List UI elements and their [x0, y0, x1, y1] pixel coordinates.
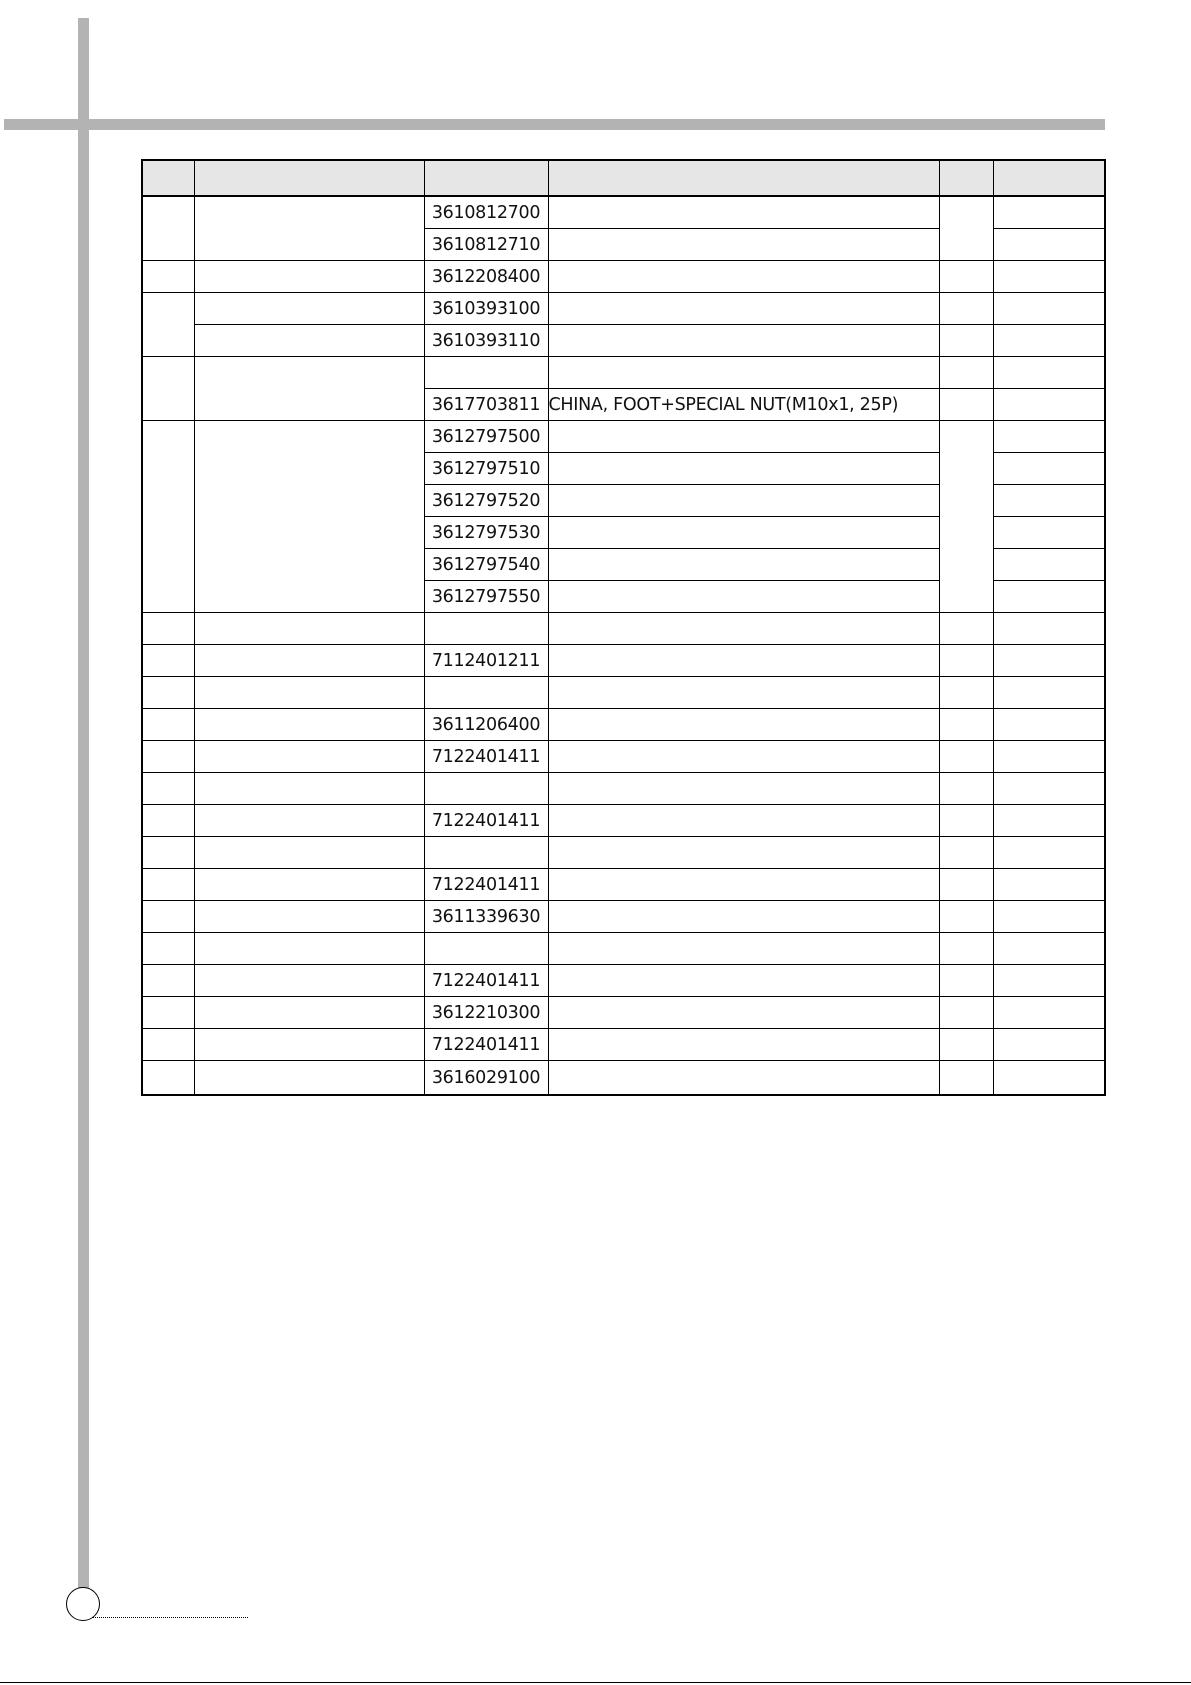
qty-cell [939, 325, 993, 357]
table-row [142, 325, 1105, 357]
description-cell [548, 613, 939, 645]
left-margin-bar [78, 18, 89, 1590]
description-cell [548, 965, 939, 997]
header-cell [939, 160, 993, 196]
part-code-cell: 3611339630 [424, 901, 548, 933]
part-name-cell [194, 837, 424, 869]
table-row [142, 997, 1105, 1029]
no-cell [142, 837, 194, 869]
remark-cell [993, 741, 1105, 773]
qty-cell [939, 613, 993, 645]
part-name-cell [194, 741, 424, 773]
remark-cell [993, 869, 1105, 901]
no-cell [142, 933, 194, 965]
part-code-cell: 3612210300 [424, 997, 548, 1029]
table-row [142, 805, 1105, 837]
remark-cell [993, 677, 1105, 709]
part-name-cell [194, 293, 424, 325]
no-cell [142, 741, 194, 773]
header-rule-bar [4, 119, 1105, 130]
table-row [142, 645, 1105, 677]
no-cell [142, 357, 194, 421]
description-cell [548, 421, 939, 453]
part-code-cell: 3610812700 [424, 196, 548, 229]
table-row [142, 357, 1105, 389]
no-cell [142, 613, 194, 645]
part-name-cell [194, 965, 424, 997]
part-name-cell [194, 773, 424, 805]
table-row [142, 421, 1105, 453]
table-row [142, 677, 1105, 709]
remark-cell [993, 389, 1105, 421]
header-cell [548, 160, 939, 196]
part-name-cell [194, 357, 424, 421]
header-cell [194, 160, 424, 196]
part-name-cell [194, 805, 424, 837]
remark-cell [993, 357, 1105, 389]
qty-cell [939, 933, 993, 965]
part-code-cell: 3612797510 [424, 453, 548, 485]
part-name-cell [194, 645, 424, 677]
page-number-circle [66, 1587, 100, 1621]
description-cell [548, 357, 939, 389]
part-code-cell: 3610393100 [424, 293, 548, 325]
table-row [142, 196, 1105, 229]
qty-cell [939, 965, 993, 997]
description-cell [548, 805, 939, 837]
no-cell [142, 869, 194, 901]
part-code-cell: 3612797540 [424, 549, 548, 581]
remark-cell [993, 933, 1105, 965]
table-row [142, 869, 1105, 901]
table-row [142, 901, 1105, 933]
part-code-cell: 3616029100 [424, 1061, 548, 1096]
qty-cell [939, 293, 993, 325]
description-cell [548, 325, 939, 357]
part-code-cell: 7122401411 [424, 1029, 548, 1061]
part-code-cell: 3617703811 [424, 389, 548, 421]
no-cell [142, 196, 194, 261]
remark-cell [993, 837, 1105, 869]
no-cell [142, 293, 194, 357]
part-code-cell [424, 357, 548, 389]
part-code-cell [424, 773, 548, 805]
part-code-cell: 7122401411 [424, 805, 548, 837]
qty-cell [939, 741, 993, 773]
remark-cell [993, 901, 1105, 933]
table-row [142, 1029, 1105, 1061]
parts-list-table [141, 159, 1106, 1096]
description-cell [548, 261, 939, 293]
part-code-cell: 3611206400 [424, 709, 548, 741]
part-code-cell: 3612797530 [424, 517, 548, 549]
description-cell [548, 196, 939, 229]
part-code-cell: 3610812710 [424, 229, 548, 261]
description-cell [548, 453, 939, 485]
no-cell [142, 997, 194, 1029]
part-code-cell: 3612208400 [424, 261, 548, 293]
description-cell [548, 677, 939, 709]
no-cell [142, 709, 194, 741]
header-cell [142, 160, 194, 196]
description-cell [548, 293, 939, 325]
no-cell [142, 261, 194, 293]
part-code-cell [424, 933, 548, 965]
qty-cell [939, 901, 993, 933]
remark-cell [993, 229, 1105, 261]
description-cell [548, 581, 939, 613]
description-cell [548, 709, 939, 741]
qty-cell [939, 805, 993, 837]
no-cell [142, 773, 194, 805]
no-cell [142, 805, 194, 837]
qty-cell [939, 1029, 993, 1061]
description-cell [548, 837, 939, 869]
no-cell [142, 645, 194, 677]
description-cell [548, 741, 939, 773]
part-code-cell: 3610393110 [424, 325, 548, 357]
remark-cell [993, 805, 1105, 837]
qty-cell [939, 1061, 993, 1096]
description-cell [548, 901, 939, 933]
part-code-cell: 7122401411 [424, 741, 548, 773]
description-cell [548, 549, 939, 581]
part-name-cell [194, 325, 424, 357]
remark-cell [993, 196, 1105, 229]
part-code-cell: 3612797500 [424, 421, 548, 453]
qty-cell [939, 196, 993, 261]
description-cell [548, 517, 939, 549]
description-cell [548, 997, 939, 1029]
part-code-cell: 7122401411 [424, 869, 548, 901]
remark-cell [993, 485, 1105, 517]
qty-cell [939, 677, 993, 709]
part-name-cell [194, 933, 424, 965]
part-code-cell [424, 837, 548, 869]
remark-cell [993, 997, 1105, 1029]
remark-cell [993, 421, 1105, 453]
remark-cell [993, 965, 1105, 997]
no-cell [142, 1061, 194, 1096]
qty-cell [939, 869, 993, 901]
page-bottom-edge [0, 1682, 1191, 1683]
table-row [142, 261, 1105, 293]
remark-cell [993, 1029, 1105, 1061]
remark-cell [993, 1061, 1105, 1096]
part-name-cell [194, 1029, 424, 1061]
table-row [142, 613, 1105, 645]
part-name-cell [194, 677, 424, 709]
qty-cell [939, 421, 993, 613]
description-cell [548, 229, 939, 261]
description-cell [548, 773, 939, 805]
part-name-cell [194, 997, 424, 1029]
no-cell [142, 901, 194, 933]
description-cell [548, 933, 939, 965]
header-cell [424, 160, 548, 196]
part-name-cell [194, 901, 424, 933]
part-name-cell [194, 196, 424, 261]
no-cell [142, 1029, 194, 1061]
qty-cell [939, 357, 993, 389]
part-code-cell: 7112401211 [424, 645, 548, 677]
table-row [142, 293, 1105, 325]
remark-cell [993, 517, 1105, 549]
qty-cell [939, 389, 993, 421]
part-code-cell: 3612797550 [424, 581, 548, 613]
remark-cell [993, 645, 1105, 677]
part-name-cell [194, 261, 424, 293]
part-name-cell [194, 709, 424, 741]
description-cell [548, 645, 939, 677]
remark-cell [993, 261, 1105, 293]
part-name-cell [194, 869, 424, 901]
no-cell [142, 677, 194, 709]
part-name-cell [194, 613, 424, 645]
header-cell [993, 160, 1105, 196]
table-row [142, 741, 1105, 773]
remark-cell [993, 709, 1105, 741]
part-code-cell [424, 677, 548, 709]
table-row [142, 837, 1105, 869]
qty-cell [939, 261, 993, 293]
part-code-cell: 7122401411 [424, 965, 548, 997]
table-header-row [142, 160, 1105, 196]
qty-cell [939, 709, 993, 741]
no-cell [142, 421, 194, 613]
remark-cell [993, 325, 1105, 357]
description-cell [548, 1029, 939, 1061]
table-row [142, 933, 1105, 965]
remark-cell [993, 549, 1105, 581]
table-row [142, 1061, 1105, 1096]
description-cell [548, 1061, 939, 1096]
qty-cell [939, 837, 993, 869]
remark-cell [993, 613, 1105, 645]
part-code-cell [424, 613, 548, 645]
dotted-footer-line [92, 1617, 248, 1618]
qty-cell [939, 645, 993, 677]
description-cell [548, 485, 939, 517]
part-code-cell: 3612797520 [424, 485, 548, 517]
remark-cell [993, 773, 1105, 805]
table-row [142, 709, 1105, 741]
no-cell [142, 965, 194, 997]
remark-cell [993, 293, 1105, 325]
qty-cell [939, 997, 993, 1029]
qty-cell [939, 773, 993, 805]
table-row [142, 965, 1105, 997]
table-row [142, 773, 1105, 805]
part-name-cell [194, 1061, 424, 1096]
description-cell: CHINA, FOOT+SPECIAL NUT(M10x1, 25P) [548, 389, 939, 421]
part-name-cell [194, 421, 424, 613]
remark-cell [993, 453, 1105, 485]
description-cell [548, 869, 939, 901]
remark-cell [993, 581, 1105, 613]
